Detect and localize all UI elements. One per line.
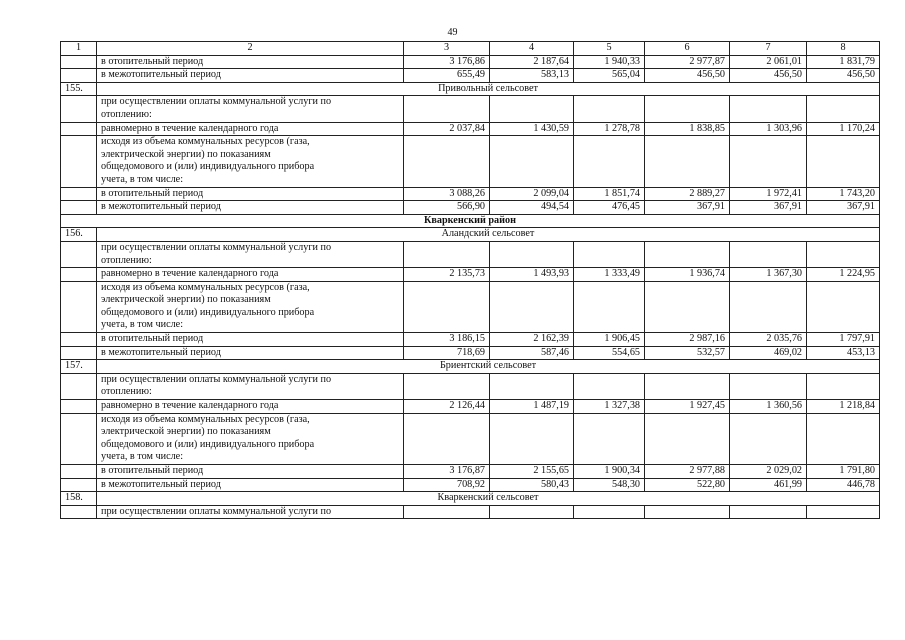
row-index-cell: [61, 373, 97, 399]
value-cell: 461,99: [730, 478, 807, 492]
row-index-cell: [61, 136, 97, 187]
table-row: [61, 187, 880, 201]
value-cell: 456,50: [730, 69, 807, 83]
empty-value-cell: [645, 241, 730, 267]
empty-value-cell: [404, 241, 490, 267]
empty-value-cell: [404, 96, 490, 122]
empty-value-cell: [574, 505, 645, 519]
table-row: [61, 505, 880, 519]
empty-value-cell: [645, 373, 730, 399]
row-description-line: электрической энергии) по показаниям: [97, 294, 404, 307]
empty-value-cell: [730, 373, 807, 399]
row-description-line: при осуществлении оплаты коммунальной услуги по: [97, 505, 404, 519]
value-cell: 2 035,76: [730, 333, 807, 347]
value-cell: 1 333,49: [574, 268, 645, 282]
empty-value-cell: [490, 136, 574, 187]
section-title: Кваркенский сельсовет: [97, 492, 880, 506]
value-cell: 367,91: [730, 201, 807, 215]
table-row: [61, 201, 880, 215]
value-cell: 494,54: [490, 201, 574, 215]
section-row: [61, 492, 880, 506]
row-description-line: исходя из объема коммунальных ресурсов (газа,: [97, 281, 404, 294]
row-index-cell: [61, 505, 97, 519]
column-number-1: 1: [61, 42, 97, 56]
value-cell: 1 791,80: [807, 465, 880, 479]
value-cell: 1 900,34: [574, 465, 645, 479]
value-cell: 2 977,87: [645, 55, 730, 69]
empty-value-cell: [404, 413, 490, 464]
value-cell: 1 327,38: [574, 400, 645, 414]
value-cell: 655,49: [404, 69, 490, 83]
empty-value-cell: [490, 373, 574, 399]
value-cell: 532,57: [645, 346, 730, 360]
row-index-cell: [61, 187, 97, 201]
section-title: Аландский сельсовет: [97, 228, 880, 242]
empty-value-cell: [574, 96, 645, 122]
value-cell: 1 940,33: [574, 55, 645, 69]
header-row: [61, 42, 880, 56]
district-title: Кваркенский район: [61, 214, 880, 228]
column-number-8: 8: [807, 42, 880, 56]
row-description-line: отоплению:: [97, 386, 404, 399]
value-cell: 1 487,19: [490, 400, 574, 414]
empty-value-cell: [490, 413, 574, 464]
value-cell: 2 155,65: [490, 465, 574, 479]
value-cell: 565,04: [574, 69, 645, 83]
value-cell: 583,13: [490, 69, 574, 83]
empty-value-cell: [574, 413, 645, 464]
value-cell: 1 278,78: [574, 122, 645, 136]
row-description: в отопительный период: [97, 333, 404, 347]
value-cell: 2 977,88: [645, 465, 730, 479]
value-cell: 708,92: [404, 478, 490, 492]
value-cell: 1 927,45: [645, 400, 730, 414]
value-cell: 367,91: [645, 201, 730, 215]
value-cell: 1 218,84: [807, 400, 880, 414]
table-row: [61, 373, 880, 386]
value-cell: 1 303,96: [730, 122, 807, 136]
row-description: в межотопительный период: [97, 201, 404, 215]
table-row: [61, 122, 880, 136]
table-row: [61, 55, 880, 69]
empty-value-cell: [730, 413, 807, 464]
value-cell: 2 029,02: [730, 465, 807, 479]
value-cell: 2 889,27: [645, 187, 730, 201]
value-cell: 2 061,01: [730, 55, 807, 69]
value-cell: 453,13: [807, 346, 880, 360]
value-cell: 456,50: [807, 69, 880, 83]
column-number-6: 6: [645, 42, 730, 56]
table-row: [61, 281, 880, 294]
row-description-line: общедомового и (или) индивидуального прибора: [97, 439, 404, 452]
empty-value-cell: [404, 505, 490, 519]
table-row: [61, 478, 880, 492]
row-description-line: электрической энергии) по показаниям: [97, 149, 404, 162]
row-description-line: при осуществлении оплаты коммунальной услуги по: [97, 373, 404, 386]
empty-value-cell: [730, 96, 807, 122]
empty-value-cell: [807, 505, 880, 519]
empty-value-cell: [807, 373, 880, 399]
row-index-cell: [61, 55, 97, 69]
column-number-4: 4: [490, 42, 574, 56]
row-description: равномерно в течение календарного года: [97, 268, 404, 282]
value-cell: 456,50: [645, 69, 730, 83]
empty-value-cell: [404, 136, 490, 187]
value-cell: 2 037,84: [404, 122, 490, 136]
row-description: в межотопительный период: [97, 69, 404, 83]
table-row: [61, 136, 880, 149]
table-row: [61, 400, 880, 414]
value-cell: 1 851,74: [574, 187, 645, 201]
value-cell: 1 797,91: [807, 333, 880, 347]
row-description: в отопительный период: [97, 187, 404, 201]
row-index-cell: [61, 122, 97, 136]
section-index: 155.: [61, 82, 97, 96]
row-description-line: при осуществлении оплаты коммунальной услуги по: [97, 96, 404, 109]
value-cell: 1 493,93: [490, 268, 574, 282]
value-cell: 1 367,30: [730, 268, 807, 282]
section-index: 158.: [61, 492, 97, 506]
value-cell: 580,43: [490, 478, 574, 492]
value-cell: 3 176,86: [404, 55, 490, 69]
row-index-cell: [61, 333, 97, 347]
value-cell: 2 187,64: [490, 55, 574, 69]
value-cell: 469,02: [730, 346, 807, 360]
value-cell: 1 360,56: [730, 400, 807, 414]
value-cell: 522,80: [645, 478, 730, 492]
empty-value-cell: [807, 136, 880, 187]
empty-value-cell: [490, 281, 574, 332]
value-cell: 1 831,79: [807, 55, 880, 69]
row-index-cell: [61, 400, 97, 414]
value-cell: 1 936,74: [645, 268, 730, 282]
value-cell: 3 176,87: [404, 465, 490, 479]
row-description-line: исходя из объема коммунальных ресурсов (газа,: [97, 413, 404, 426]
value-cell: 2 126,44: [404, 400, 490, 414]
empty-value-cell: [574, 136, 645, 187]
column-number-2: 2: [97, 42, 404, 56]
empty-value-cell: [574, 281, 645, 332]
section-index: 156.: [61, 228, 97, 242]
column-number-7: 7: [730, 42, 807, 56]
empty-value-cell: [645, 413, 730, 464]
value-cell: 3 186,15: [404, 333, 490, 347]
value-cell: 1 170,24: [807, 122, 880, 136]
page-number: 49: [447, 27, 458, 38]
empty-value-cell: [645, 136, 730, 187]
table-row: [61, 241, 880, 254]
row-description-line: исходя из объема коммунальных ресурсов (газа,: [97, 136, 404, 149]
row-description-line: общедомового и (или) индивидуального прибора: [97, 161, 404, 174]
value-cell: 476,45: [574, 201, 645, 215]
value-cell: 1 430,59: [490, 122, 574, 136]
section-row: [61, 82, 880, 96]
table-row: [61, 268, 880, 282]
empty-value-cell: [574, 241, 645, 267]
section-title: Привольный сельсовет: [97, 82, 880, 96]
empty-value-cell: [730, 241, 807, 267]
value-cell: 566,90: [404, 201, 490, 215]
row-description-line: учета, в том числе:: [97, 451, 404, 464]
value-cell: 446,78: [807, 478, 880, 492]
empty-value-cell: [807, 96, 880, 122]
row-description-line: учета, в том числе:: [97, 174, 404, 187]
table-row: [61, 465, 880, 479]
row-description-line: электрической энергии) по показаниям: [97, 426, 404, 439]
row-index-cell: [61, 268, 97, 282]
section-row: [61, 228, 880, 242]
section-title: Бриентский сельсовет: [97, 360, 880, 374]
row-description: равномерно в течение календарного года: [97, 400, 404, 414]
value-cell: 3 088,26: [404, 187, 490, 201]
empty-value-cell: [730, 505, 807, 519]
row-description-line: учета, в том числе:: [97, 319, 404, 332]
empty-value-cell: [574, 373, 645, 399]
empty-value-cell: [490, 96, 574, 122]
empty-value-cell: [645, 96, 730, 122]
row-description-line: при осуществлении оплаты коммунальной услуги по: [97, 241, 404, 254]
value-cell: 554,65: [574, 346, 645, 360]
row-description: в отопительный период: [97, 55, 404, 69]
value-cell: 367,91: [807, 201, 880, 215]
value-cell: 2 099,04: [490, 187, 574, 201]
empty-value-cell: [645, 505, 730, 519]
row-description: в отопительный период: [97, 465, 404, 479]
value-cell: 2 162,39: [490, 333, 574, 347]
tariff-table: [60, 41, 880, 519]
empty-value-cell: [807, 281, 880, 332]
value-cell: 1 743,20: [807, 187, 880, 201]
district-row: [61, 214, 880, 228]
row-index-cell: [61, 346, 97, 360]
row-index-cell: [61, 478, 97, 492]
row-index-cell: [61, 241, 97, 267]
value-cell: 2 135,73: [404, 268, 490, 282]
value-cell: 548,30: [574, 478, 645, 492]
value-cell: 587,46: [490, 346, 574, 360]
empty-value-cell: [645, 281, 730, 332]
row-description: в межотопительный период: [97, 346, 404, 360]
table-body: [61, 42, 880, 519]
row-description-line: общедомового и (или) индивидуального прибора: [97, 307, 404, 320]
row-description: в межотопительный период: [97, 478, 404, 492]
row-index-cell: [61, 281, 97, 332]
value-cell: 1 906,45: [574, 333, 645, 347]
row-index-cell: [61, 413, 97, 464]
column-number-5: 5: [574, 42, 645, 56]
section-index: 157.: [61, 360, 97, 374]
value-cell: 2 987,16: [645, 333, 730, 347]
empty-value-cell: [807, 413, 880, 464]
empty-value-cell: [730, 136, 807, 187]
section-row: [61, 360, 880, 374]
table-row: [61, 96, 880, 109]
value-cell: 1 838,85: [645, 122, 730, 136]
table-row: [61, 346, 880, 360]
column-number-3: 3: [404, 42, 490, 56]
empty-value-cell: [404, 373, 490, 399]
value-cell: 718,69: [404, 346, 490, 360]
empty-value-cell: [490, 241, 574, 267]
row-index-cell: [61, 465, 97, 479]
row-index-cell: [61, 69, 97, 83]
value-cell: 1 224,95: [807, 268, 880, 282]
row-index-cell: [61, 96, 97, 122]
empty-value-cell: [730, 281, 807, 332]
row-description: равномерно в течение календарного года: [97, 122, 404, 136]
empty-value-cell: [807, 241, 880, 267]
row-description-line: отоплению:: [97, 255, 404, 268]
empty-value-cell: [404, 281, 490, 332]
table-row: [61, 413, 880, 426]
table-row: [61, 333, 880, 347]
row-description-line: отоплению:: [97, 109, 404, 122]
empty-value-cell: [490, 505, 574, 519]
row-index-cell: [61, 201, 97, 215]
table-row: [61, 69, 880, 83]
value-cell: 1 972,41: [730, 187, 807, 201]
